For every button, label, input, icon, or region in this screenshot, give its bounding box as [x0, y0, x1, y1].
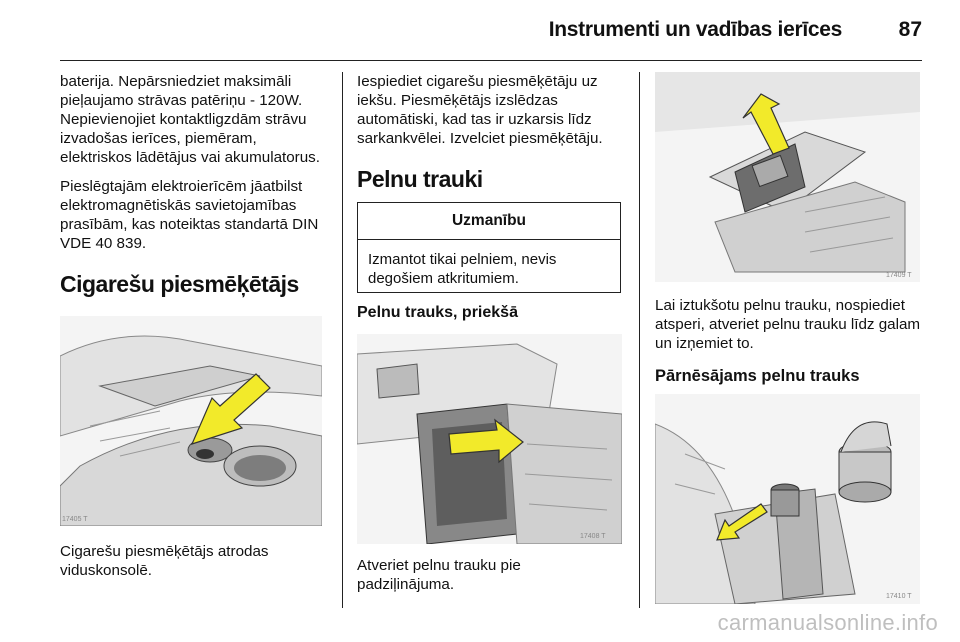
front-ashtray-illustration: [357, 334, 622, 544]
heading-portable-ashtray: Pārnēsājams pelnu trauks: [655, 367, 860, 385]
figure-code-17409: 17409 T: [886, 272, 912, 279]
column-1: [60, 72, 330, 298]
subheading-front-ashtray: Pelnu trauks, priekšā: [357, 304, 518, 321]
watermark: carmanualsonline.info: [717, 610, 938, 635]
column-divider-1: [342, 72, 343, 608]
header-rule: [60, 60, 922, 61]
paragraph-battery: baterija. Nepārsniedziet maksimāli pieļaujamo strāvas patēriņu - 120W. Nepievienojiet kontaktligzdām strāvu izvadošas ierīces, piemēram, elektriskos lādētājus vai akumulatorus.: [60, 73, 320, 166]
heading-ashtrays: Pelnu trauki: [357, 166, 483, 192]
figure-code-17410: 17410 T: [886, 593, 912, 600]
heading-cigarette-lighter: Cigarešu piesmēķētājs: [60, 271, 299, 297]
paragraph-compatibility: Pieslēgtajām elektroierīcēm jāatbilst elektromagnētiskās savietojamības prasībām, kas noteiktas standartā DIN VDE 40 839.: [60, 178, 319, 252]
caption-block-2: [357, 556, 622, 604]
caption-cigarette-lighter: Cigarešu piesmēķētājs atrodas viduskonsolē.: [60, 543, 269, 579]
caption-block-1: [60, 542, 330, 590]
column-3: [655, 296, 925, 386]
cigarette-lighter-illustration: [60, 316, 322, 526]
paragraph-empty-ashtray: Lai iztukšotu pelnu trauku, nospiediet atsperi, atveriet pelnu trauku līdz galam un izņemiet to.: [655, 297, 921, 352]
ashtray-empty-illustration: [655, 72, 920, 282]
figure-code-17408: 17408 T: [580, 533, 606, 540]
warning-text: Izmantot tikai pelniem, nevis degošiem atkritumiem.: [368, 251, 557, 287]
page-header: [0, 0, 960, 62]
figure-front-ashtray: [357, 334, 622, 544]
header-title: Instrumenti un vadības ierīces: [548, 18, 842, 41]
figure-code-17405: 17405 T: [62, 516, 88, 523]
warning-box: [357, 202, 621, 293]
warning-title: Uzmanību: [358, 203, 620, 240]
paragraph-press-lighter: Iespiediet cigarešu piesmēķētāju uz iekšu. Piesmēķētājs izslēdzas automātiski, kad tas ir uzkarsis līdz sarkankvēlei. Izvelciet piesmēķētāju.: [357, 73, 603, 147]
subheading-block: [357, 304, 622, 322]
portable-ashtray-illustration: [655, 394, 920, 604]
page-number: 87: [898, 18, 922, 41]
caption-front-ashtray: Atveriet pelnu trauku pie padziļinājuma.: [357, 557, 521, 593]
column-divider-2: [639, 72, 640, 608]
column-2: [357, 72, 622, 193]
figure-ashtray-empty: [655, 72, 920, 282]
figure-portable-ashtray: [655, 394, 920, 604]
figure-cigarette-lighter: [60, 316, 322, 526]
